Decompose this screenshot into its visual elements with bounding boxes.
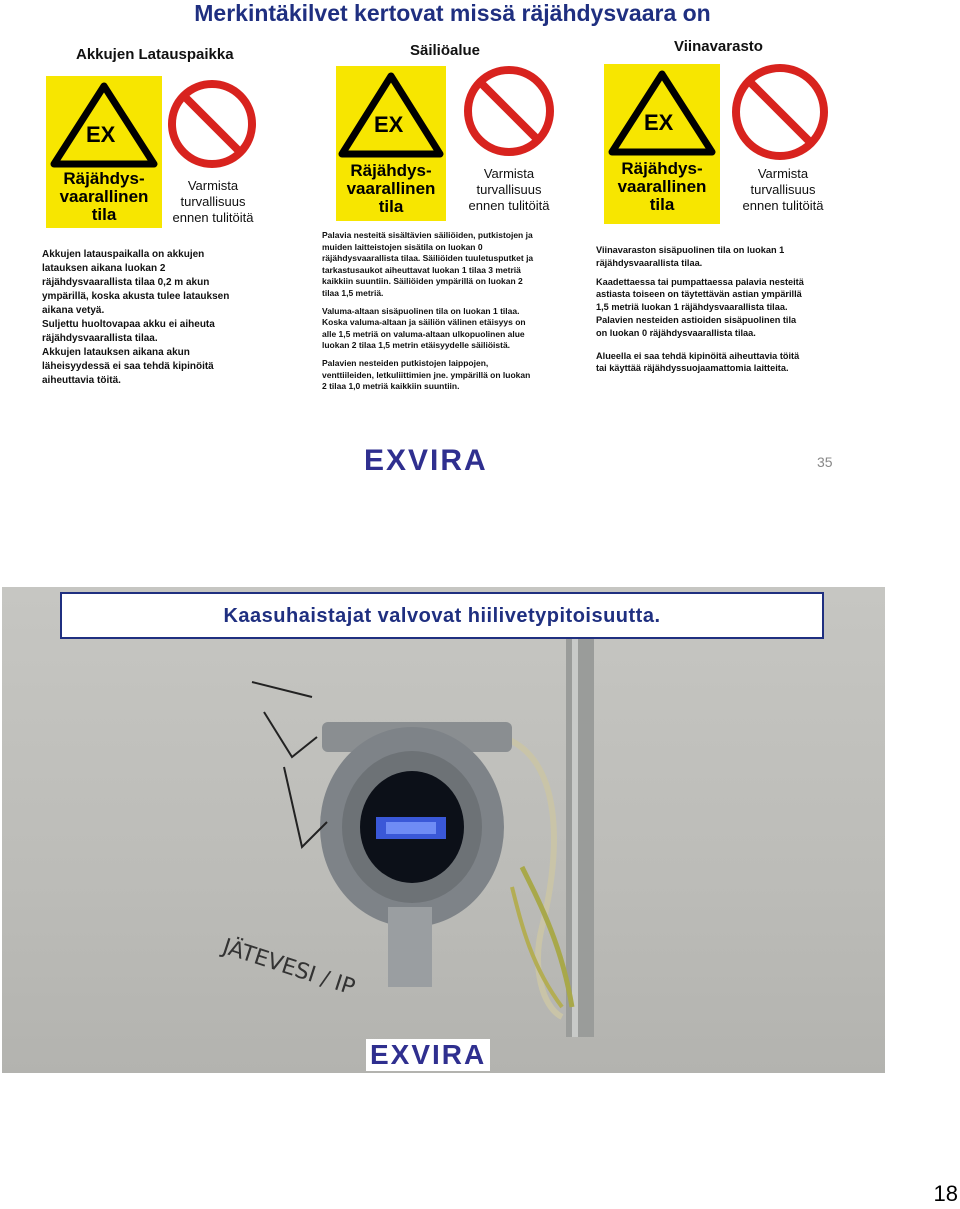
description-line: luokan 2 tilaa 1,5 metrin etäisyydelle säiliöistä. [322,340,511,351]
sign-panel-battery [40,36,298,406]
slide-number: 35 [817,454,833,470]
description-line: Suljettu huoltovapaa akku ei aiheuta [42,319,215,330]
no-open-flame-icon [732,64,828,160]
description-line: tarkastusaukot aiheuttavat luokan 1 tilaa 3 metriä [322,264,521,275]
page-number: 18 [933,1181,958,1206]
description-line: räjähdysvaarallista tilaa. [42,333,158,344]
description-line: astiasta toiseen on täytettävän astian ympärillä [596,289,802,300]
ex-sign-label: Räjähdys- vaarallinen tila [617,159,707,214]
description-line: räjähdysvaarallista tilaa. Säiliöiden tuuletusputket ja [322,253,534,264]
sign-heading: Akkujen Latauspaikka [76,46,234,63]
sign-description [42,248,298,388]
prohibition-sign-label: Varmista turvallisuus ennen tulitöitä [172,178,254,225]
sign-panel-tank-area [318,36,580,406]
description-line: ympärillä, koska akusta tulee latauksen [42,291,230,302]
no-open-flame-icon [168,80,256,168]
ex-sign [336,66,446,221]
description-line: aiheuttavia töitä. [42,375,121,386]
exvira-logo: EXVIRA [366,1039,490,1071]
prohibition-sign-label: Varmista turvallisuus ennen tulitöitä [468,166,550,213]
description-line: kaikkiin suuntiin. Säiliöiden ympärillä on luokan 2 [322,276,523,287]
description-line: Palavien nesteiden putkistojen laippojen, [322,357,489,368]
description-line: 1,5 metriä luokan 1 räjähdysvaarallista tilaa. [596,302,788,313]
no-open-flame-icon [464,66,554,156]
description-line: läheisyydessä ei saa tehdä kipinöitä [42,361,214,372]
photo-caption-box [60,592,824,639]
exvira-logo: EXVIRA [364,444,488,477]
description-line: 2 tilaa 1,0 metriä kaikkiin suuntiin. [322,381,460,392]
description-line: tai käyttää räjähdyssuojaamattomia laitteita. [596,363,789,374]
description-line: Kaadettaessa tai pumpattaessa palavia nesteitä [596,276,804,287]
description-line: Alueella ei saa tehdä kipinöitä aiheuttavia töitä [596,350,800,361]
description-line: räjähdysvaarallista tilaa. [596,257,703,268]
description-line: muiden laitteistojen sisätila on luokan 0 [322,241,483,252]
prohibition-sign-label: Varmista turvallisuus ennen tulitöitä [742,166,824,213]
ex-sign [46,76,162,228]
sign-heading: Säiliöalue [410,42,481,59]
description-line: Palavien nesteiden astioiden sisäpuolinen tila [596,314,797,325]
description-line: Viinavaraston sisäpuolinen tila on luokan 1 [596,245,785,255]
ex-sign-label: Räjähdys- vaarallinen tila [59,169,149,224]
gas-detector-photo [2,587,885,1073]
description-line: Akkujen latauspaikalla on akkujen [42,249,205,260]
warning-signs-image [40,36,865,406]
page-title: Merkintäkilvet kertovat missä räjähdysvaara on [194,0,711,26]
description-line: Akkujen latauksen aikana akun [42,347,190,358]
ex-symbol: EX [644,110,674,135]
description-line: Valuma-altaan sisäpuolinen tila on luokan 1 tilaa. [322,305,520,316]
description-line: räjähdysvaarallista tilaa 0,2 m akun [42,277,210,288]
description-line: alle 1,5 metriä on valuma-altaan ulkopuolinen alue [322,328,525,339]
ex-symbol: EX [86,122,116,147]
ex-symbol: EX [374,112,404,137]
description-line: Koska valuma-altaan ja säiliön välinen etäisyys on [322,317,526,328]
description-line: tilaa 1,5 metriä. [322,287,384,298]
description-line: Palavia nesteitä sisältävien säiliöiden, putkistojen ja [322,230,533,240]
photo-caption: Kaasuhaistajat valvovat hiilivetypitoisuutta. [223,605,661,627]
description-line: latauksen aikana luokan 2 [42,263,166,274]
sign-panel-spirits-storage [596,36,865,406]
ex-sign-label: Räjähdys- vaarallinen tila [346,161,436,216]
description-line: venttiileiden, letkuliittimien jne. ympärillä on luokan [322,369,531,380]
sign-heading: Viinavarasto [674,38,763,55]
sign-description [322,230,580,393]
gas-detector-illustration [2,587,885,1073]
description-line: aikana vetyä. [42,305,105,316]
ex-sign [604,64,720,224]
sign-description [596,244,865,375]
description-line: on luokan 0 räjähdysvaarallista tilaa. [596,327,756,338]
handwritten-label: JÄTEVESI / IP [219,934,358,1001]
